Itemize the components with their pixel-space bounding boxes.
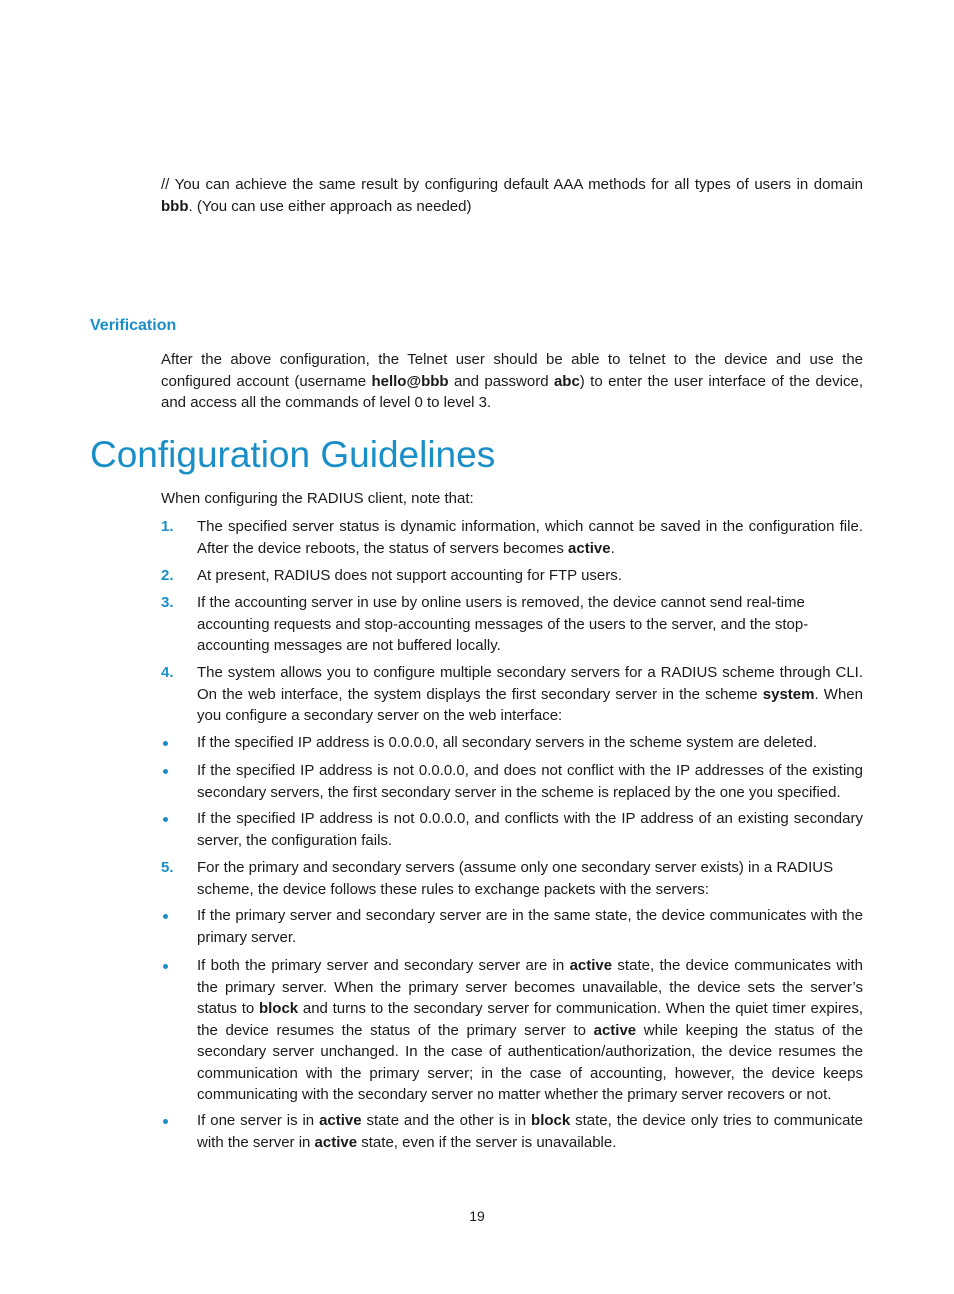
verification-text-3: ) to enter the user interface of the device, and access all the commands of level 0 to level 3.: [161, 372, 863, 411]
list-number: 3.: [161, 594, 174, 611]
list-number: 5.: [161, 859, 174, 876]
username-bold: hello@bbb: [371, 372, 449, 390]
bullet-item: [161, 760, 863, 803]
list-item-5: [161, 857, 863, 900]
bullet-item: [161, 808, 863, 851]
list-item-3: [161, 592, 863, 657]
item-text: The specified server status is dynamic information, which cannot be saved in the configuration file. After the device reboots, the status of servers becomes: [197, 518, 863, 557]
bullet-text: [197, 955, 863, 1106]
bullet-item: [161, 955, 863, 1106]
bullet-text-part: state, the device communicates with the primary server. When the primary server becomes unavailable, the device sets the server’s status to: [197, 957, 863, 1017]
item-text-end: . When you configure a secondary server on the web interface:: [197, 685, 863, 724]
list-number: 2.: [161, 567, 174, 584]
bullet-item: [161, 905, 863, 948]
guidelines-intro: When configuring the RADIUS client, note that:: [161, 490, 474, 507]
domain-name-bold: bbb: [161, 197, 189, 215]
verification-paragraph: [161, 349, 863, 414]
state-bold: active: [569, 957, 613, 974]
list-item-text: If the accounting server in use by online users is removed, the device cannot send real-time accounting requests and stop-accounting messages of the users to the server, and the stop-accounting messages are not buffered locally.: [197, 594, 809, 654]
bullet-text-part: state and the other is in: [361, 1112, 532, 1129]
list-number: 1.: [161, 518, 174, 535]
bullet-dot: [163, 741, 168, 746]
bullet-text: If the specified IP address is 0.0.0.0, all secondary servers in the scheme system are deleted.: [197, 734, 818, 751]
bullet-text-part: while keeping the status of the secondary server unchanged. In the case of authentication/authorization, the device resumes the communication with the primary server; in the case of accounting, however, the device keeps communicating with the secondary server no matter whether the primary server recovers or not.: [197, 1021, 863, 1103]
bullet-text: [197, 1110, 863, 1153]
item-bold: active: [568, 539, 611, 557]
guidelines-title: Configuration Guidelines: [90, 434, 496, 475]
bullet-dot: [163, 1119, 168, 1124]
page-number: 19: [469, 1208, 485, 1224]
bullet-text-part: If both the primary server and secondary server are in: [197, 957, 570, 974]
item-text: The system allows you to configure multiple secondary servers for a RADIUS scheme through CLI. On the web interface, the system displays the first secondary server in the scheme: [197, 664, 863, 703]
bullet-dot: [163, 964, 168, 969]
item-text-end: .: [610, 539, 615, 557]
bullet-text: If the specified IP address is not 0.0.0.0, and does not conflict with the IP addresses of the existing secondary servers, the first secondary server in the scheme is replaced by the one you specified.: [197, 762, 863, 801]
bullet-dot: [163, 769, 168, 774]
state-bold: block: [258, 1000, 299, 1017]
list-item-2: [161, 565, 863, 587]
bullet-text: If the primary server and secondary server are in the same state, the device communicates with the primary server.: [197, 907, 863, 946]
bullet-dot: [163, 914, 168, 919]
bullet-text-part: If one server is in: [197, 1112, 320, 1129]
bullet-item: [161, 1110, 863, 1153]
item-bold: system: [762, 685, 815, 703]
bullet-dot: [163, 817, 168, 822]
state-bold: active: [593, 1021, 637, 1039]
password-bold: abc: [553, 372, 580, 390]
list-item-text: For the primary and secondary servers (assume only one secondary server exists) in a RADIUS scheme, the device follows these rules to exchange packets with the servers:: [197, 859, 834, 898]
state-bold: active: [314, 1133, 358, 1151]
verification-heading: Verification: [90, 317, 177, 334]
bullet-text-part: and turns to the secondary server for communication. When the quiet timer expires, the device resumes the status of the primary server to: [197, 1000, 863, 1039]
list-item-text: At present, RADIUS does not support accounting for FTP users.: [197, 567, 622, 584]
list-item-text: [197, 662, 863, 727]
list-item-1: [161, 516, 863, 559]
list-number: 4.: [161, 664, 174, 681]
comment-text-end: . (You can use either approach as needed): [188, 197, 472, 215]
state-bold: active: [319, 1112, 362, 1129]
bullet-text: If the specified IP address is not 0.0.0.0, and conflicts with the IP address of an existing secondary server, the configuration fails.: [197, 810, 863, 849]
verification-text-1: After the above configuration, the Telnet user should be able to telnet to the device and use the configured account (username: [161, 351, 863, 390]
verification-text-2: and password: [448, 372, 554, 390]
bullet-text-part: state, the device only tries to communicate with the server in: [197, 1112, 863, 1151]
list-item-4: [161, 662, 863, 727]
bullet-item: [161, 732, 863, 754]
bullet-text-part: state, even if the server is unavailable.: [357, 1133, 617, 1151]
comment-paragraph: [161, 174, 863, 217]
list-item-text: [197, 516, 863, 559]
state-bold: block: [531, 1112, 571, 1129]
comment-text: // You can achieve the same result by configuring default AAA methods for all types of users in domain: [161, 176, 863, 193]
